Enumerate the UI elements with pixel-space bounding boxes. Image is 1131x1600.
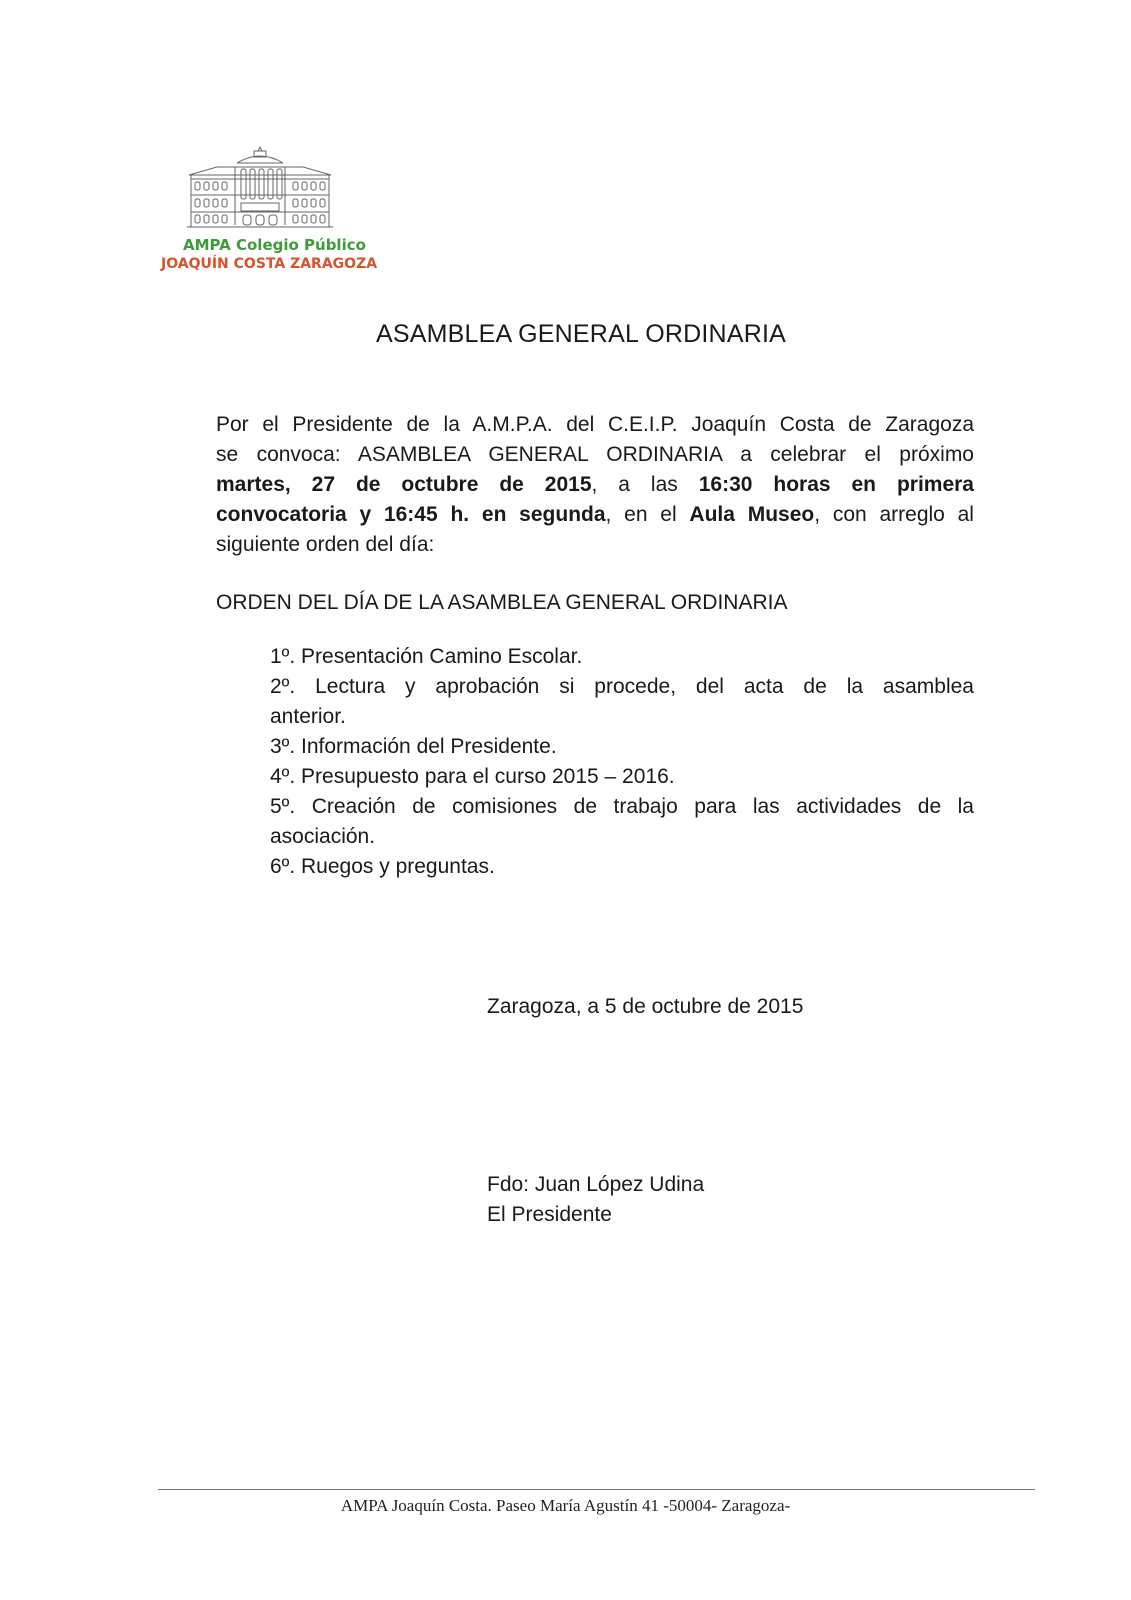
paragraph-line xyxy=(216,500,974,530)
paragraph-line xyxy=(216,470,974,500)
paragraph-line: se convoca: ASAMBLEA GENERAL ORDINARIA a celebrar el próximo xyxy=(216,443,974,466)
agenda-item-continuation: anterior. xyxy=(270,705,346,728)
meeting-location: Aula Museo xyxy=(689,503,815,526)
agenda-item: 4º. Presupuesto para el curso 2015 – 2016. xyxy=(270,765,675,788)
second-call-time: convocatoria y 16:45 h. en segunda xyxy=(216,503,606,526)
agenda-heading: ORDEN DEL DÍA DE LA ASAMBLEA GENERAL ORDINARIA xyxy=(216,591,788,614)
agenda-item-continuation: asociación. xyxy=(270,825,376,848)
logo-text-line1: AMPA Colegio Público xyxy=(183,236,366,254)
school-building-icon xyxy=(187,145,333,233)
first-call-time: 16:30 horas en primera xyxy=(698,473,974,496)
agenda-list xyxy=(270,642,974,882)
agenda-item: 5º. Creación de comisiones de trabajo para las actividades de la xyxy=(270,795,974,818)
agenda-item: 2º. Lectura y aprobación si procede, del acta de la asamblea xyxy=(270,675,974,698)
signature-name: Fdo: Juan López Udina xyxy=(487,1173,705,1196)
document-title: ASAMBLEA GENERAL ORDINARIA xyxy=(376,320,786,348)
place-and-date: Zaragoza, a 5 de octubre de 2015 xyxy=(487,995,804,1018)
paragraph-text: , con arreglo al xyxy=(814,503,974,526)
meeting-date: martes, 27 de octubre de 2015 xyxy=(216,473,592,496)
footer-divider xyxy=(158,1489,1035,1490)
paragraph-line: Por el Presidente de la A.M.P.A. del C.E.I.P. Joaquín Costa de Zaragoza xyxy=(216,413,974,436)
footer-address: AMPA Joaquín Costa. Paseo María Agustín 41 -50004- Zaragoza- xyxy=(340,1496,791,1515)
convocation-paragraph xyxy=(216,410,974,560)
logo-text-line2: JOAQUÍN COSTA ZARAGOZA xyxy=(161,256,378,272)
signature-role: El Presidente xyxy=(487,1203,612,1226)
paragraph-line: siguiente orden del día: xyxy=(216,533,435,556)
ampa-logo xyxy=(161,145,378,280)
paragraph-text: , a las xyxy=(591,473,699,496)
paragraph-text: , en el xyxy=(605,503,690,526)
agenda-item: 3º. Información del Presidente. xyxy=(270,735,557,758)
agenda-item: 6º. Ruegos y preguntas. xyxy=(270,855,495,878)
agenda-item: 1º. Presentación Camino Escolar. xyxy=(270,645,583,668)
